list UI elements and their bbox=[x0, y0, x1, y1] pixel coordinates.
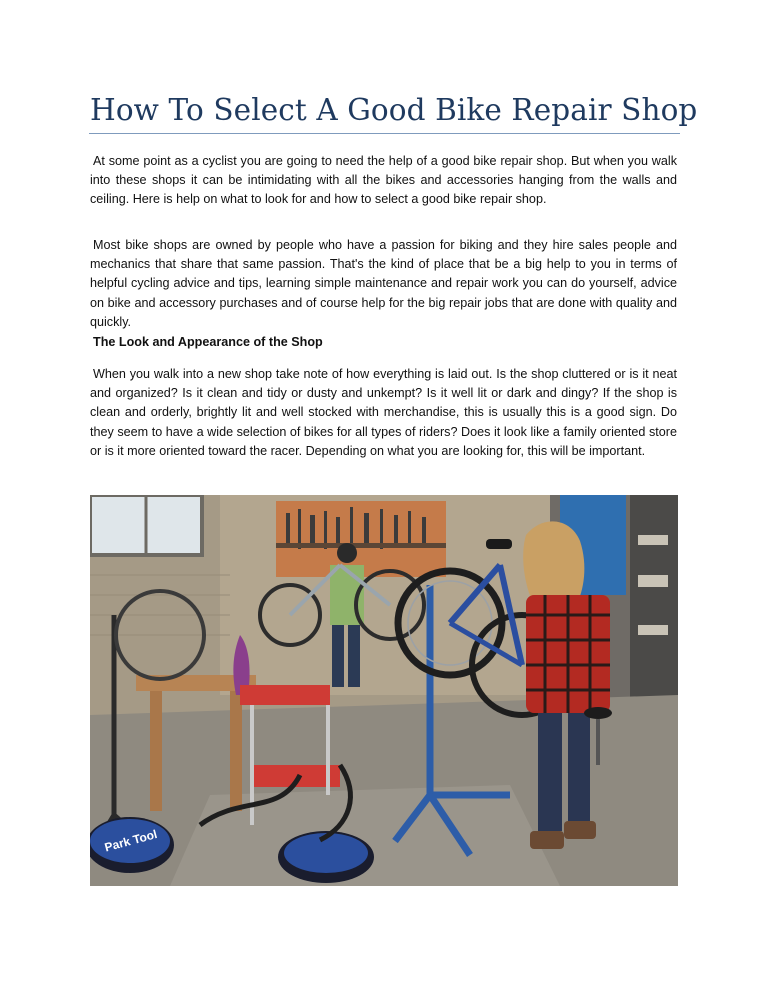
section-heading: The Look and Appearance of the Shop bbox=[93, 335, 323, 349]
stool-brand-label: Park Tool bbox=[103, 827, 159, 855]
title-underline-rule bbox=[89, 133, 680, 134]
owners-paragraph: Most bike shops are owned by people who have a passion for biking and they hire sales people and mechanics that share that same passion. That's the kind of place that be a big help to you in terms of helpful cycling advice and tips, learning simple maintenance and repair work you can do yourself, advice on bike and accessory purchases and of course help for the big repair jobs that are done with quality and quickly. bbox=[90, 238, 677, 329]
intro-paragraph: At some point as a cyclist you are going to need the help of a good bike repair shop. But when you walk into these shops it can be intimidating with all the bikes and accessories hanging from the walls and ceiling. Here is help on what to look for and how to select a good bike repair shop. bbox=[90, 154, 677, 207]
page-title: How To Select A Good Bike Repair Shop bbox=[90, 93, 698, 127]
appearance-paragraph: When you walk into a new shop take note of how everything is laid out. Is the shop cluttered or is it neat and organized? Is it clean and tidy or dusty and unkempt? Is it well lit or dark and dingy? If the shop is clean and orderly, brightly lit and well stocked with merchandise, this is usually this is a good sign. Do they seem to have a wide selection of bikes for all types of riders? Does it look like a family oriented store or is it more oriented toward the racer. Depending on what you are looking for, this will be important. bbox=[90, 367, 677, 458]
bike-shop-photo bbox=[90, 495, 678, 886]
